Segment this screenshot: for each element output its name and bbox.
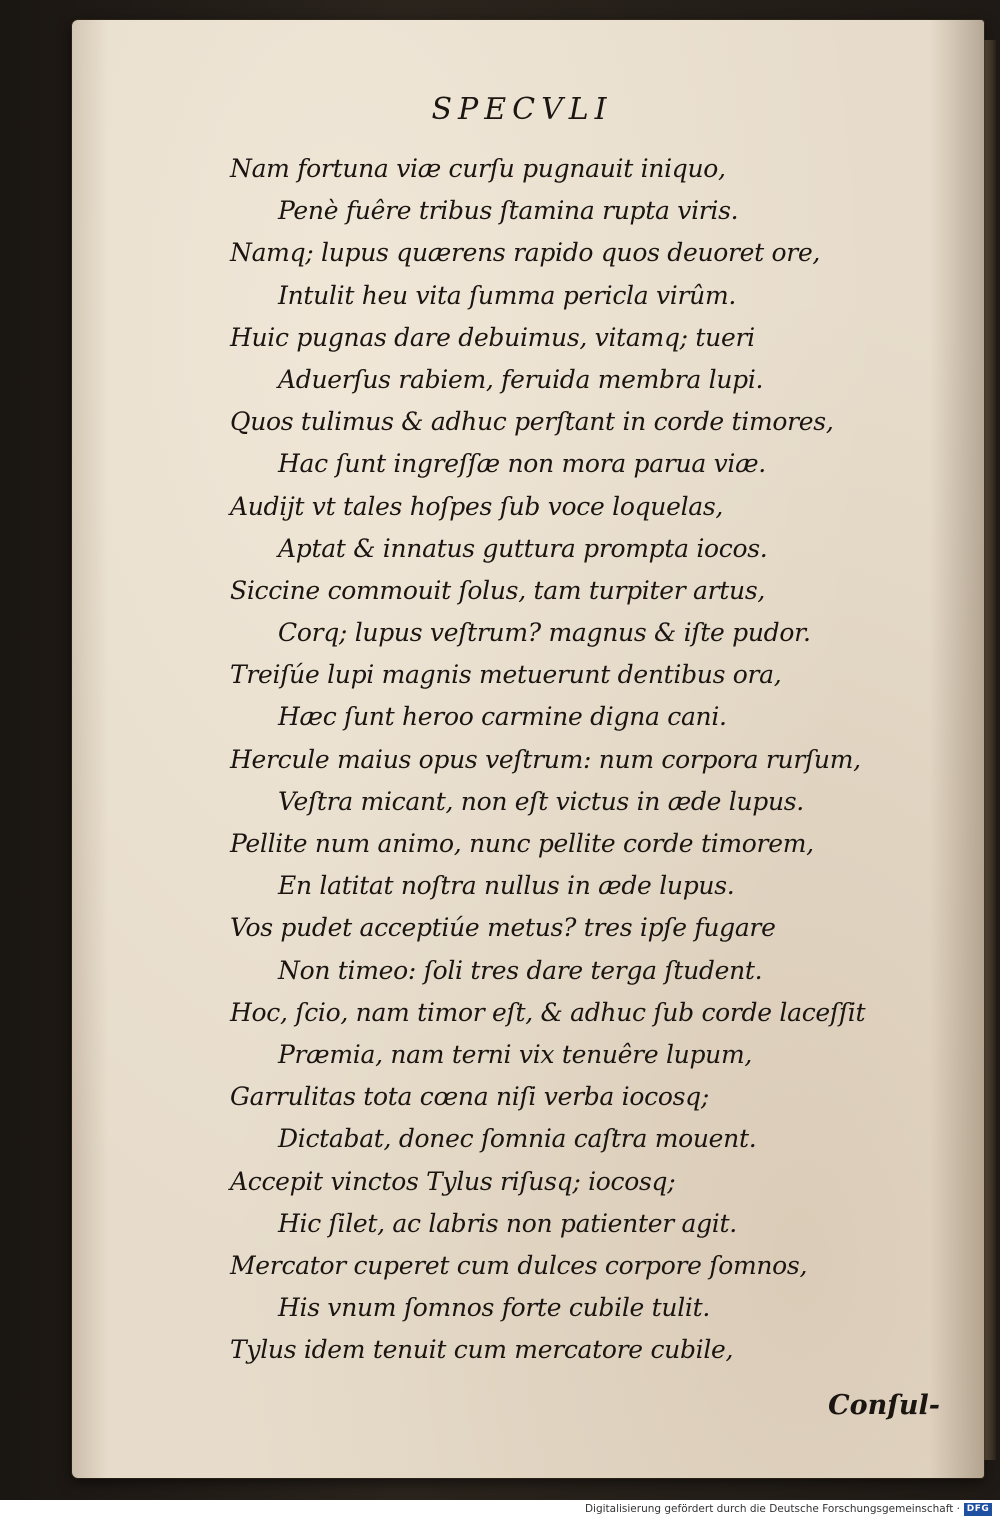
footer-bar [0, 1500, 1000, 1520]
verse-line: Non timeo: ſoli tres dare terga ſtudent. [278, 955, 763, 985]
verse-line: Audijt vt tales hoſpes ſub voce loquelas, [230, 491, 724, 521]
verse-line: Mercator cuperet cum dulces corpore ſomnos, [230, 1250, 808, 1280]
verse-line: Siccine commouit ſolus, tam turpiter artus, [230, 575, 766, 605]
verse-line: En latitat noſtra nullus in æde lupus. [278, 871, 735, 901]
catchword: Conſul- [828, 1390, 940, 1421]
verse-line: Treiſúe lupi magnis metuerunt dentibus ora, [230, 660, 782, 690]
verse-line: Veſtra micant, non eſt victus in æde lupus. [278, 786, 804, 816]
verse-line: Quos tulimus & adhuc perſtant in corde timores, [230, 407, 834, 437]
verse-line: Tylus idem tenuit cum mercatore cubile, [230, 1335, 734, 1365]
verse-line: Pellite num animo, nunc pellite corde timorem, [230, 829, 814, 858]
verse-line: Præmia, nam terni vix tenuêre lupum, [278, 1039, 753, 1069]
verse-line: Hæc ſunt heroo carmine digna cani. [278, 702, 727, 732]
verse-line: Hercule maius opus veſtrum: num corpora rurſum, [230, 744, 861, 774]
verse-line: Hic ſilet, ac labris non patienter agit. [278, 1208, 737, 1238]
verse-line: Hoc, ſcio, nam timor eſt, & adhuc ſub corde laceſſit [230, 997, 866, 1027]
verse-line: Vos pudet acceptiúe metus? tres ipſe fugare [230, 913, 776, 943]
book-page-edge [984, 40, 996, 1460]
verse-line: Dictabat, donec ſomnia caſtra mouent. [278, 1124, 757, 1154]
verse-line: Garrulitas tota cœna niſi verba iocosq; [230, 1082, 709, 1112]
verse-block [230, 148, 930, 1371]
running-head: SPECVLI [431, 92, 613, 127]
verse-line: Corq; lupus veſtrum? magnus & iſte pudor. [278, 618, 811, 648]
dfg-logo-icon: DFG [964, 1503, 992, 1516]
verse-line: Aptat & innatus guttura prompta iocos. [278, 533, 768, 563]
verse-line: Intulit heu vita ſumma pericla virûm. [278, 280, 737, 310]
verse-line: Accepit vinctos Tylus riſusq; iocosq; [230, 1166, 676, 1196]
verse-line: His vnum ſomnos forte cubile tulit. [278, 1293, 711, 1323]
verse-line: Penè fuêre tribus ſtamina rupta viris. [278, 196, 739, 226]
funding-notice: Digitalisierung gefördert durch die Deutsche Forschungsgemeinschaft · [584, 1503, 960, 1515]
verse-line: Aduerſus rabiem, feruida membra lupi. [278, 364, 764, 394]
verse-line: Huic pugnas dare debuimus, vitamq; tueri [230, 322, 755, 352]
verse-line: Namq; lupus quærens rapido quos deuoret ore, [230, 238, 821, 268]
verse-line: Hac ſunt ingreſſæ non mora parua viæ. [278, 449, 766, 479]
verse-line: Nam fortuna viæ curſu pugnauit iniquo, [230, 154, 726, 183]
